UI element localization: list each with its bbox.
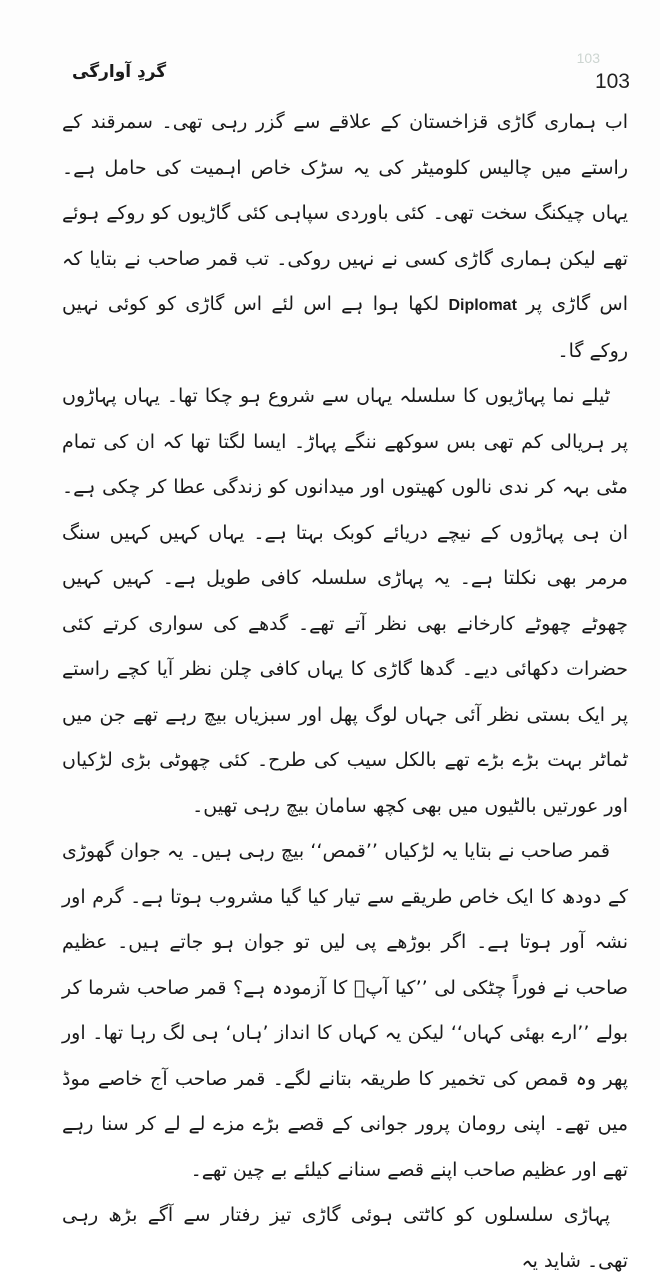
paragraph-4: پہاڑی سلسلوں کو کاٹتی ہوئی گاڑی تیز رفتار سے آگے بڑھ رہی تھی۔ شاید یہ <box>62 1204 628 1272</box>
page-number: 103 <box>594 70 630 93</box>
diplomat-word: Diplomat <box>448 297 517 314</box>
paragraph-1-text-before: اب ہماری گاڑی قزاخستان کے علاقے سے گزر رہی تھی۔ سمرقند کے راستے میں چالیس کلومیٹر کی یہ سڑک خاص اہمیت کی حامل ہے۔ یہاں چیکنگ سخت تھی۔ کئی باوردی سپاہی کئی گاڑیوں کو روکے ہوئے تھے لیکن ہماری گاڑی کسی نے نہیں روکی۔ تب قمر صاحب نے بتایا کہ اس گاڑی پر <box>62 111 628 315</box>
paragraph-1 <box>62 100 628 374</box>
running-title: گردِ آوارگی <box>72 62 167 82</box>
paragraph-2: ٹیلے نما پہاڑیوں کا سلسلہ یہاں سے شروع ہو چکا تھا۔ یہاں پہاڑوں پر ہریالی کم تھی بس سوکھے ننگے پہاڑ۔ ایسا لگتا تھا کہ ان کی تمام مٹی بہہ کر ندی نالوں کھیتوں اور میدانوں کو زندگی عطا کر چکی ہے۔ ان ہی پہاڑوں کے نیچے دریائے کوبک بہتا ہے۔ یہاں کہیں کہیں سنگ مرمر بھی نکلتا ہے۔ یہ پہاڑی سلسلہ کافی طویل ہے۔ کہیں کہیں چھوٹے چھوٹے کارخانے بھی نظر آتے تھے۔ گدھے کی سواری کرتے کئی حضرات دکھائی دیے۔ گدھا گاڑی کا یہاں کافی چلن نظر آیا کچے راستے پر ایک بستی نظر آئی جہاں لوگ پھل اور سبزیاں بیچ رہے تھے جن میں ٹماٹر بہت بڑے بڑے تھے بالکل سیب کی طرح۔ کئی چھوٹی بڑی لڑکیاں اور عورتیں بالٹیوں میں بھی کچھ سامان بیچ رہی تھیں۔ <box>62 385 628 817</box>
body-text <box>62 100 628 1284</box>
bleed-through-page-number: 103 <box>576 50 600 66</box>
paragraph-1-text-after: لکھا ہوا ہے اس لئے اس گاڑی کو کوئی نہیں روکے گا۔ <box>62 293 628 362</box>
paragraph-3: قمر صاحب نے بتایا یہ لڑکیاں ’’قمص‘‘ بیچ رہی ہیں۔ یہ جوان گھوڑی کے دودھ کا ایک خاص طریقے سے تیار کیا گیا مشروب ہوتا ہے۔ گرم اور نشہ آور ہوتا ہے۔ اگر بوڑھے پی لیں تو جوان ہو جاتے ہیں۔ عظیم صاحب نے فوراً چٹکی لی ’’کیا آپؐ کا آزمودہ ہے؟ قمر صاحب شرما کر بولے ’’ارے بھئی کہاں‘‘ لیکن یہ کہاں کا انداز ’ہاں‘ ہی لگ رہا تھا۔ اور پھر وہ قمص کی تخمیر کا طریقہ بتانے لگے۔ قمر صاحب آج خاصے موڈ میں تھے۔ اپنی رومان پرور جوانی کے قصے بڑے مزے لے لے کر سنا رہے تھے اور عظیم صاحب اپنے قصے سنانے کیلئے بے چین تھے۔ <box>62 840 628 1181</box>
